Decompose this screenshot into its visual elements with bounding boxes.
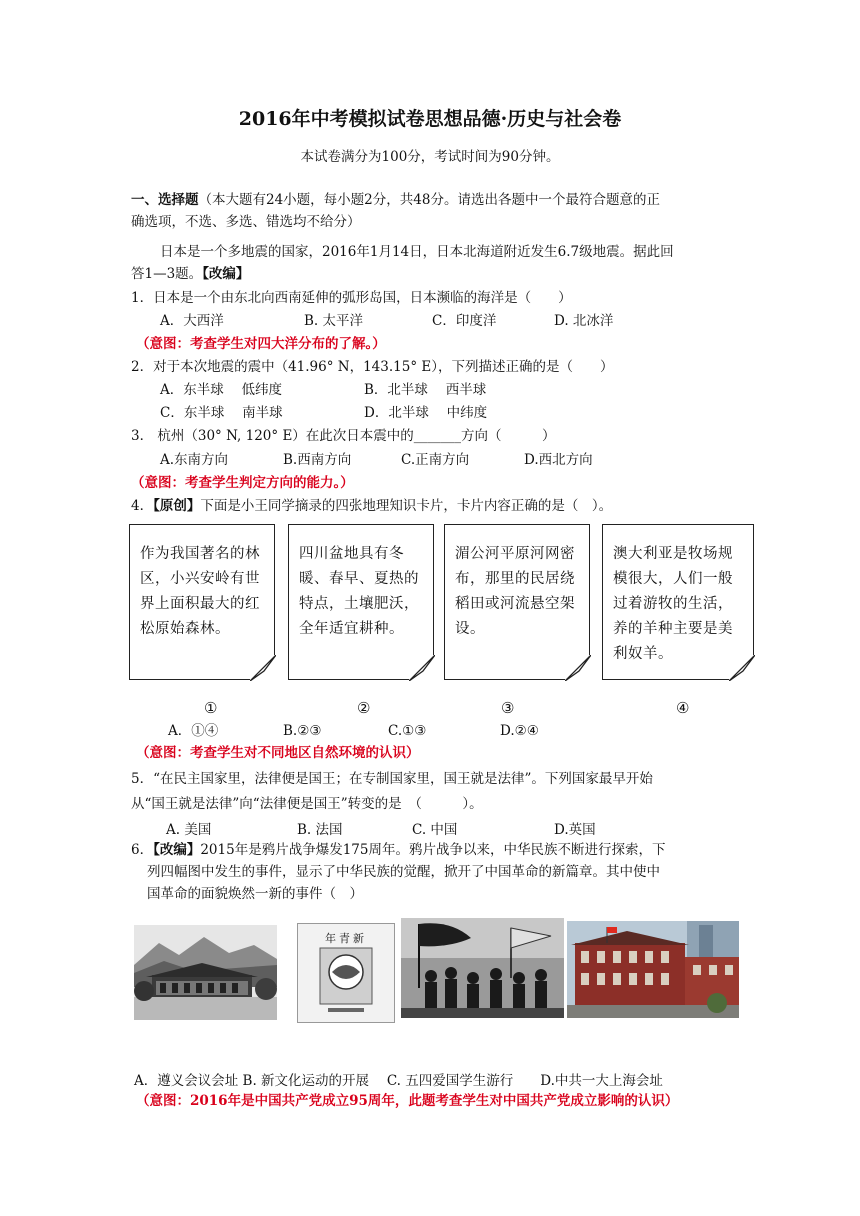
knowledge-card-4 (602, 524, 754, 680)
q1-option-a: A．大西洋 (160, 313, 224, 329)
new-youth-magazine-photo (297, 923, 395, 1023)
q6-line-1 (131, 839, 665, 861)
q6-line-2: 列四幅图中发生的事件，显示了中华民族的觉醒，掀开了中国革命的新篇章。其中使中 (147, 864, 660, 880)
q2-option-a: A．东半球 低纬度 (160, 382, 283, 398)
q3-option-c: C.正南方向 (401, 452, 470, 468)
q1-option-d: D. 北冰洋 (554, 313, 614, 329)
card-1-text: 作为我国著名的林区，小兴安岭有世界上面积最大的红松原始森林。 (140, 546, 260, 637)
q3-option-d: D.西北方向 (524, 452, 593, 468)
card-3-text: 湄公河平原河网密布，那里的民居绕稻田或河流悬空架设。 (455, 546, 575, 637)
section-desc-1: （本大题有24小题，每小题2分，共48分。请选出各题中一个最符合题意的正 (198, 192, 660, 208)
zunyi-meeting-photo (134, 925, 277, 1020)
q3-intent: （意图：考查学生判定方向的能力。） (131, 475, 354, 491)
card-number-4: ④ (676, 699, 690, 717)
q4-option-a: A．①④ (168, 723, 219, 739)
q2-option-b: B．北半球 西半球 (364, 382, 487, 398)
first-cpc-congress-site-photo (567, 921, 739, 1018)
q6-intent: （意图：2016年是中国共产党成立95周年，此题考查学生对中国共产党成立影响的认识） (136, 1093, 679, 1109)
q5-option-b: B. 法国 (297, 822, 343, 838)
section-desc-2: 确选项，不选、多选、错选均不给分） (131, 214, 361, 230)
q6-number: 6． (131, 842, 154, 858)
q6-options: A．遵义会议会址 B. 新文化运动的开展 C. 五四爱国学生游行 D.中共一大上海会址 (134, 1073, 663, 1089)
q1-option-c: C．印度洋 (432, 313, 497, 329)
intro-line-2 (131, 263, 249, 285)
card-fold-icon (250, 655, 276, 681)
q5-option-d: D.英国 (554, 822, 596, 838)
knowledge-card-3 (444, 524, 590, 680)
q5-line-1: 5．“在民主国家里，法律便是国王；在专制国家里，国王就是法律”。下列国家最早开始 (131, 771, 653, 787)
q4-option-d: D.②④ (500, 723, 539, 739)
q4-option-b: B.②③ (283, 723, 322, 739)
q1-option-b: B. 太平洋 (304, 313, 364, 329)
q6-text-1: 2015年是鸦片战争爆发175周年。鸦片战争以来，中华民族不断进行探索，下 (200, 842, 666, 858)
section-heading: 一、选择题 (131, 192, 199, 208)
q3-stem: 3． 杭州（30° N, 120° E）在此次日本震中的_______方向（ ） (131, 428, 556, 444)
card-fold-icon (409, 655, 435, 681)
intro-line-1: 日本是一个多地震的国家，2016年1月14日，日本北海道附近发生6.7级地震。据此回 (160, 244, 674, 260)
page-title: 2016年中考模拟试卷思想品德·历史与社会卷 (238, 108, 622, 130)
q5-option-a: A. 美国 (166, 822, 212, 838)
q4-stem-line (131, 495, 612, 517)
q2-option-d: D．北半球 中纬度 (364, 405, 488, 421)
q5-line-2: 从“国王就是法律”向“法律便是国王”转变的是 （ ）。 (131, 796, 483, 812)
q4-stem: 下面是小王同学摘录的四张地理知识卡片，卡片内容正确的是（ ）。 (200, 498, 613, 514)
q2-option-c: C．东半球 南半球 (160, 405, 283, 421)
card-number-2: ② (357, 699, 371, 717)
card-fold-icon (565, 655, 591, 681)
card-fold-icon (729, 655, 755, 681)
magazine-title: 年青新 (325, 932, 367, 945)
q2-stem: 2．对于本次地震的震中（41.96° N，143.15° E），下列描述正确的是（ ） (131, 359, 614, 375)
section-instructions (131, 189, 660, 211)
q6-line-3: 国革命的面貌焕然一新的事件（ ） (147, 886, 363, 902)
q1-stem: 1．日本是一个由东北向西南延伸的弧形岛国，日本濒临的海洋是（ ） (131, 290, 572, 306)
card-4-text: 澳大利亚是牧场规模很大，人们一般过着游牧的生活，养的羊种主要是美利奴羊。 (613, 546, 733, 662)
q4-number: 4． (131, 498, 154, 514)
q3-option-b: B.西南方向 (283, 452, 352, 468)
knowledge-card-2 (288, 524, 434, 680)
q1-intent: （意图：考查学生对四大洋分布的了解。） (136, 336, 386, 352)
intro-text: 答1—3题。 (131, 266, 203, 282)
may-fourth-movement-photo (401, 918, 564, 1018)
intro-tag: 【改编】 (202, 266, 250, 282)
card-number-3: ③ (501, 699, 515, 717)
q3-option-a: A.东南方向 (160, 452, 229, 468)
page-subtitle: 本试卷满分为100分，考试时间为90分钟。 (300, 149, 560, 165)
q6-tag: 【改编】 (153, 842, 201, 858)
q4-tag: 【原创】 (153, 498, 201, 514)
knowledge-card-1 (129, 524, 275, 680)
card-number-1: ① (204, 699, 218, 717)
q4-intent: （意图：考查学生对不同地区自然环境的认识） (136, 745, 420, 761)
q5-option-c: C. 中国 (412, 822, 458, 838)
q4-option-c: C.①③ (388, 723, 427, 739)
card-2-text: 四川盆地具有冬暖、春早、夏热的特点，土壤肥沃，全年适宜耕种。 (299, 546, 419, 637)
